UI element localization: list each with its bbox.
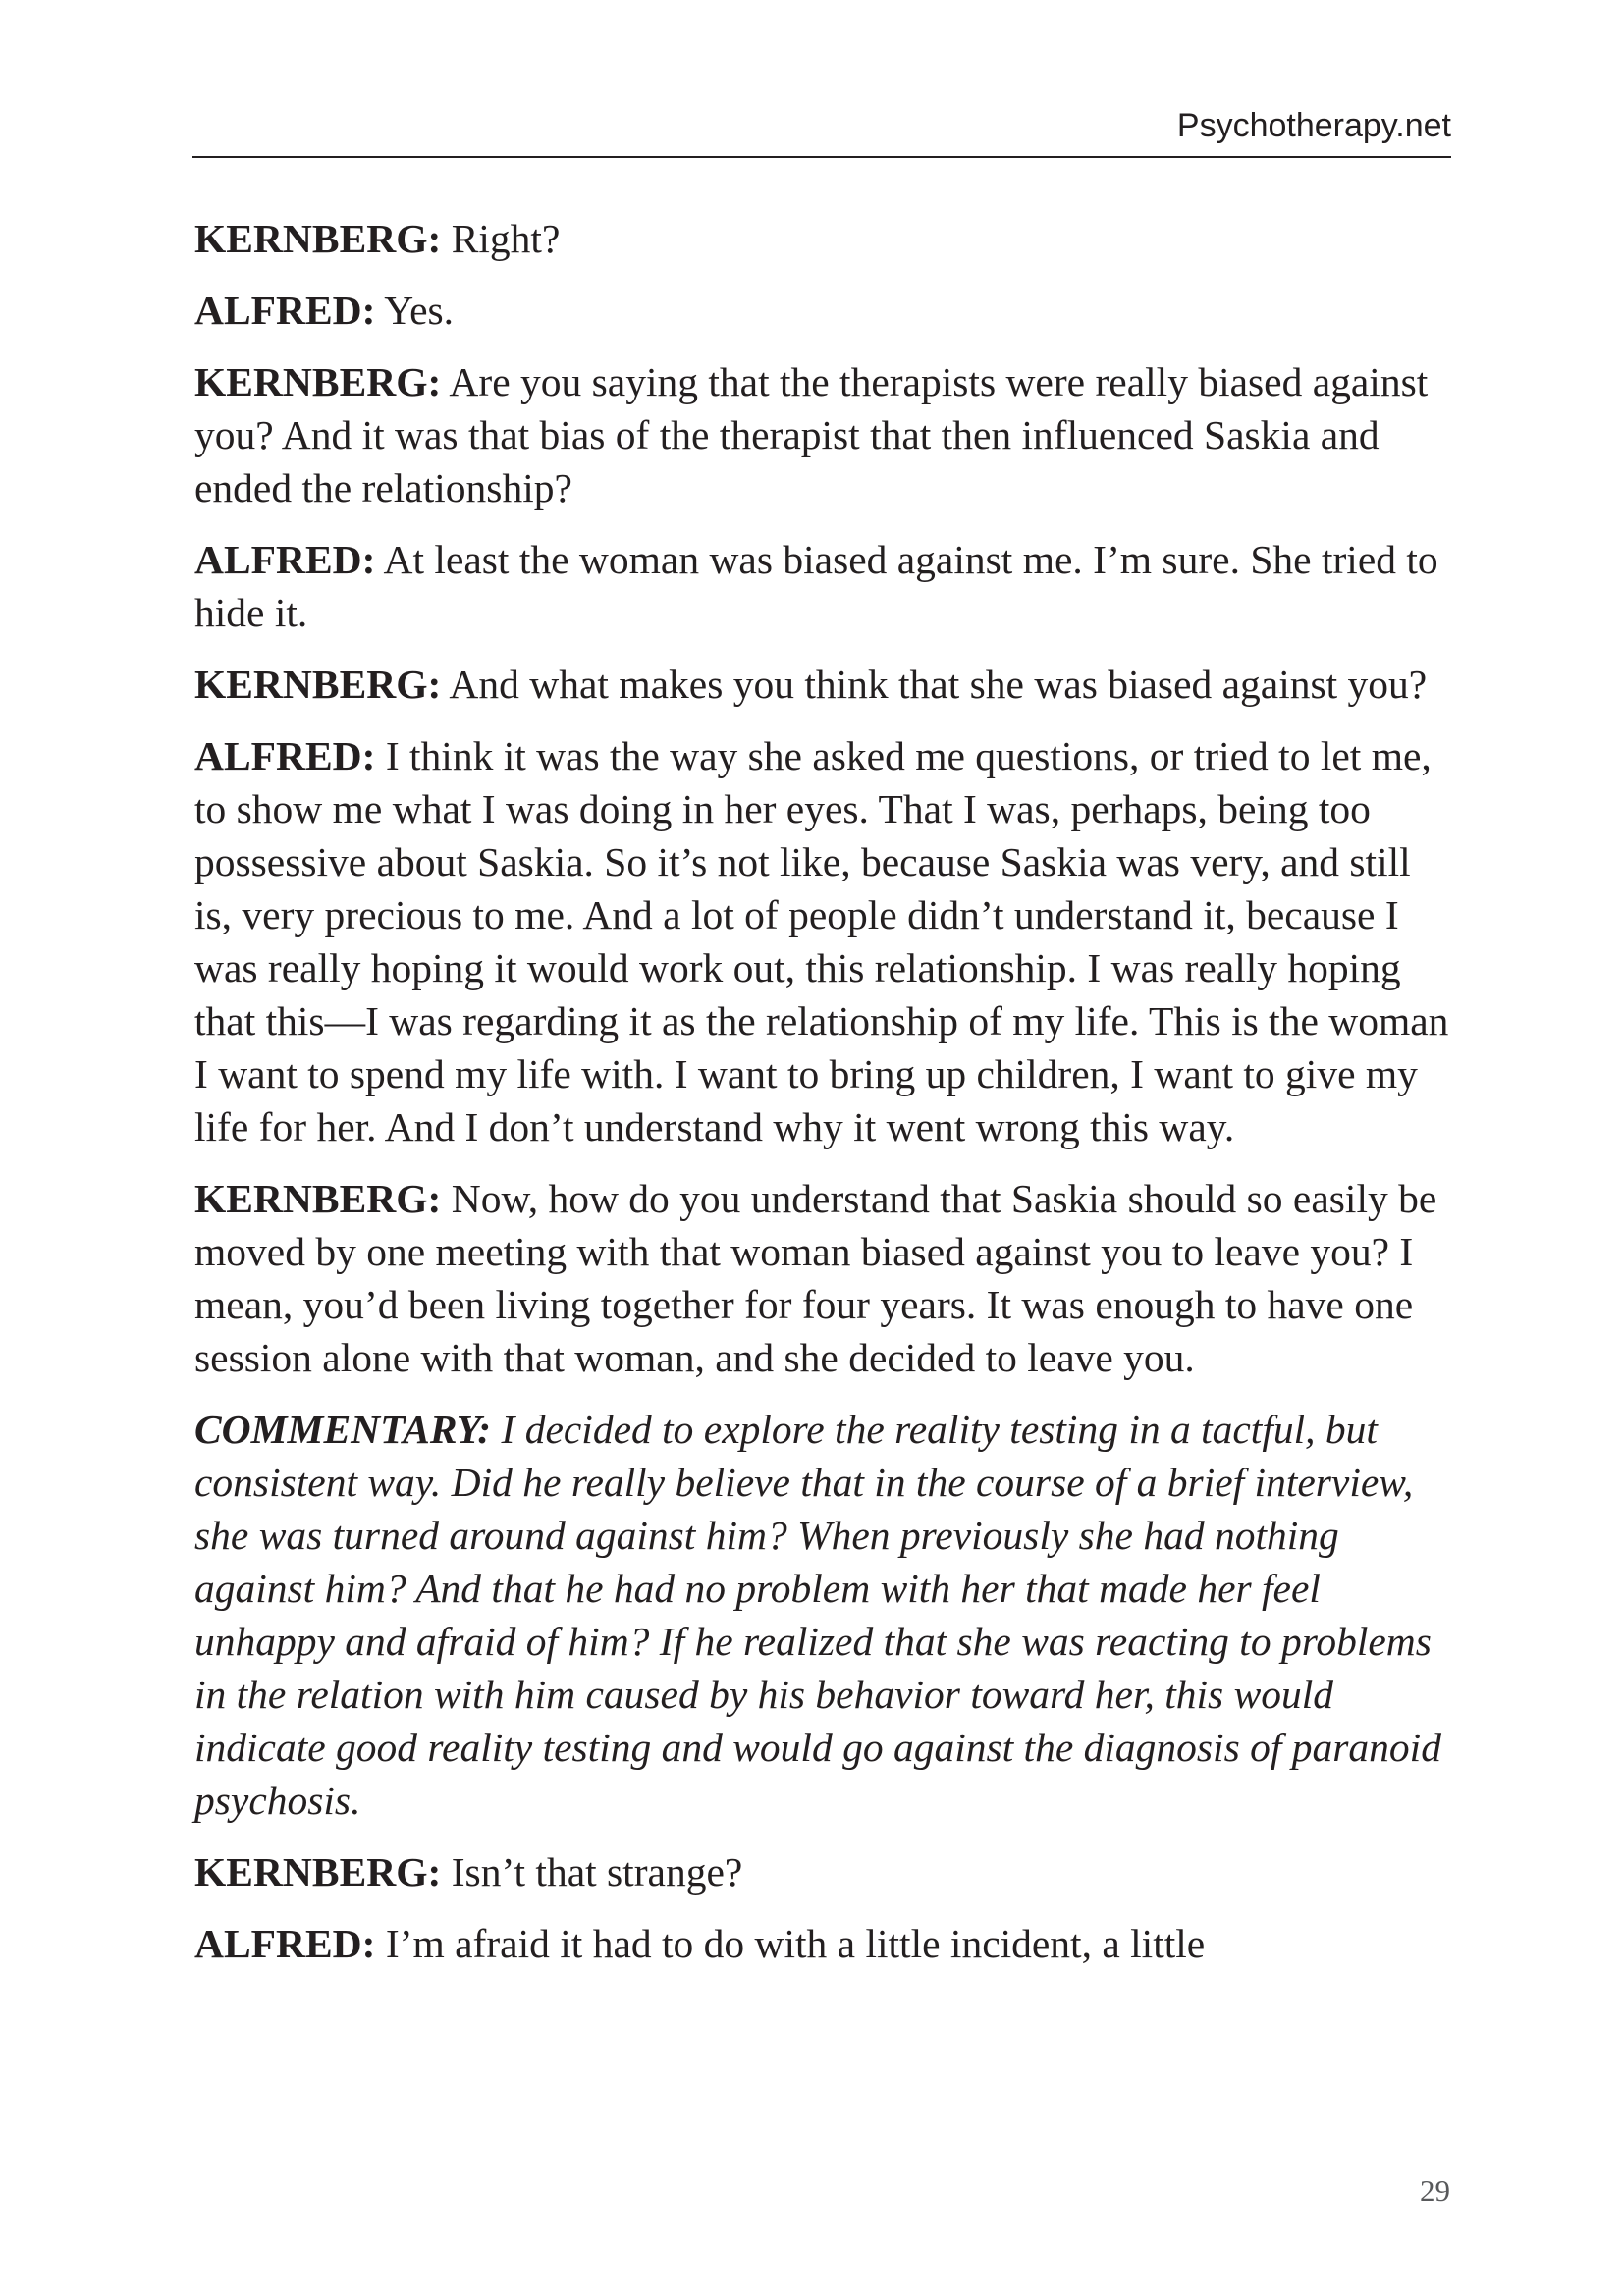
header-rule <box>192 156 1451 158</box>
transcript-paragraph <box>194 355 1456 514</box>
dialogue-text: Now, how do you understand that Saskia should so easily be moved by one meeting with that woman biased against you to leave you? I mean, you’d been living together for four years. It was enough to have one session alone with that woman, and she decided to leave you. <box>194 1176 1437 1380</box>
dialogue-text: Right? <box>441 216 561 261</box>
dialogue-text: At least the woman was biased against me. I’m sure. She tried to hide it. <box>194 537 1438 635</box>
transcript-paragraph <box>194 658 1456 711</box>
speaker-label: KERNBERG: <box>194 1849 442 1895</box>
running-head: Psychotherapy.net <box>1176 107 1451 144</box>
page-number: 29 <box>1420 2173 1450 2208</box>
speaker-label: ALFRED: <box>194 537 376 582</box>
commentary-label: COMMENTARY: <box>194 1407 492 1452</box>
dialogue-text: I’m afraid it had to do with a little incident, a little <box>375 1921 1206 1966</box>
speaker-label: ALFRED: <box>194 1921 376 1966</box>
dialogue-text: Are you saying that the therapists were really biased against you? And it was that bias of the therapist that then influenced Saskia and ended the relationship? <box>194 359 1429 510</box>
transcript-paragraph <box>194 1172 1456 1384</box>
dialogue-text: Isn’t that strange? <box>441 1849 743 1895</box>
speaker-label: ALFRED: <box>194 288 376 333</box>
speaker-label: KERNBERG: <box>194 662 442 707</box>
dialogue-text: And what makes you think that she was biased against you? <box>441 662 1428 707</box>
transcript-body <box>194 212 1456 1989</box>
commentary-paragraph <box>194 1403 1456 1827</box>
transcript-paragraph <box>194 1917 1456 1970</box>
speaker-label: KERNBERG: <box>194 216 442 261</box>
dialogue-text: I think it was the way she asked me questions, or tried to let me, to show me what I was doing in her eyes. That I was, perhaps, being too possessive about Saskia. So it’s not like, because Saskia was very, and still is, very precious to me. And a lot of people didn’t understand it, because I was really hoping it would work out, this relationship. I was really hoping that this—I was regarding it as the relationship of my life. This is the woman I want to spend my life with. I want to bring up children, I want to give my life for her. And I don’t understand why it went wrong this way. <box>194 733 1449 1149</box>
speaker-label: KERNBERG: <box>194 359 442 404</box>
speaker-label: ALFRED: <box>194 733 376 778</box>
transcript-paragraph <box>194 212 1456 265</box>
transcript-paragraph <box>194 284 1456 337</box>
transcript-paragraph <box>194 1845 1456 1898</box>
dialogue-text: Yes. <box>375 288 455 333</box>
transcript-paragraph <box>194 533 1456 639</box>
commentary-text: I decided to explore the reality testing in a tactful, but consistent way. Did he really believe that in the course of a brief interview, she was turned around against him? When previously she had nothing against him? And that he had no problem with her that made her feel unhappy and afraid of him? If he realized that she was reacting to problems in the relation with him caused by his behavior toward her, this would indicate good reality testing and would go against the diagnosis of paranoid psychosis. <box>194 1407 1441 1823</box>
transcript-paragraph <box>194 729 1456 1153</box>
speaker-label: KERNBERG: <box>194 1176 442 1221</box>
